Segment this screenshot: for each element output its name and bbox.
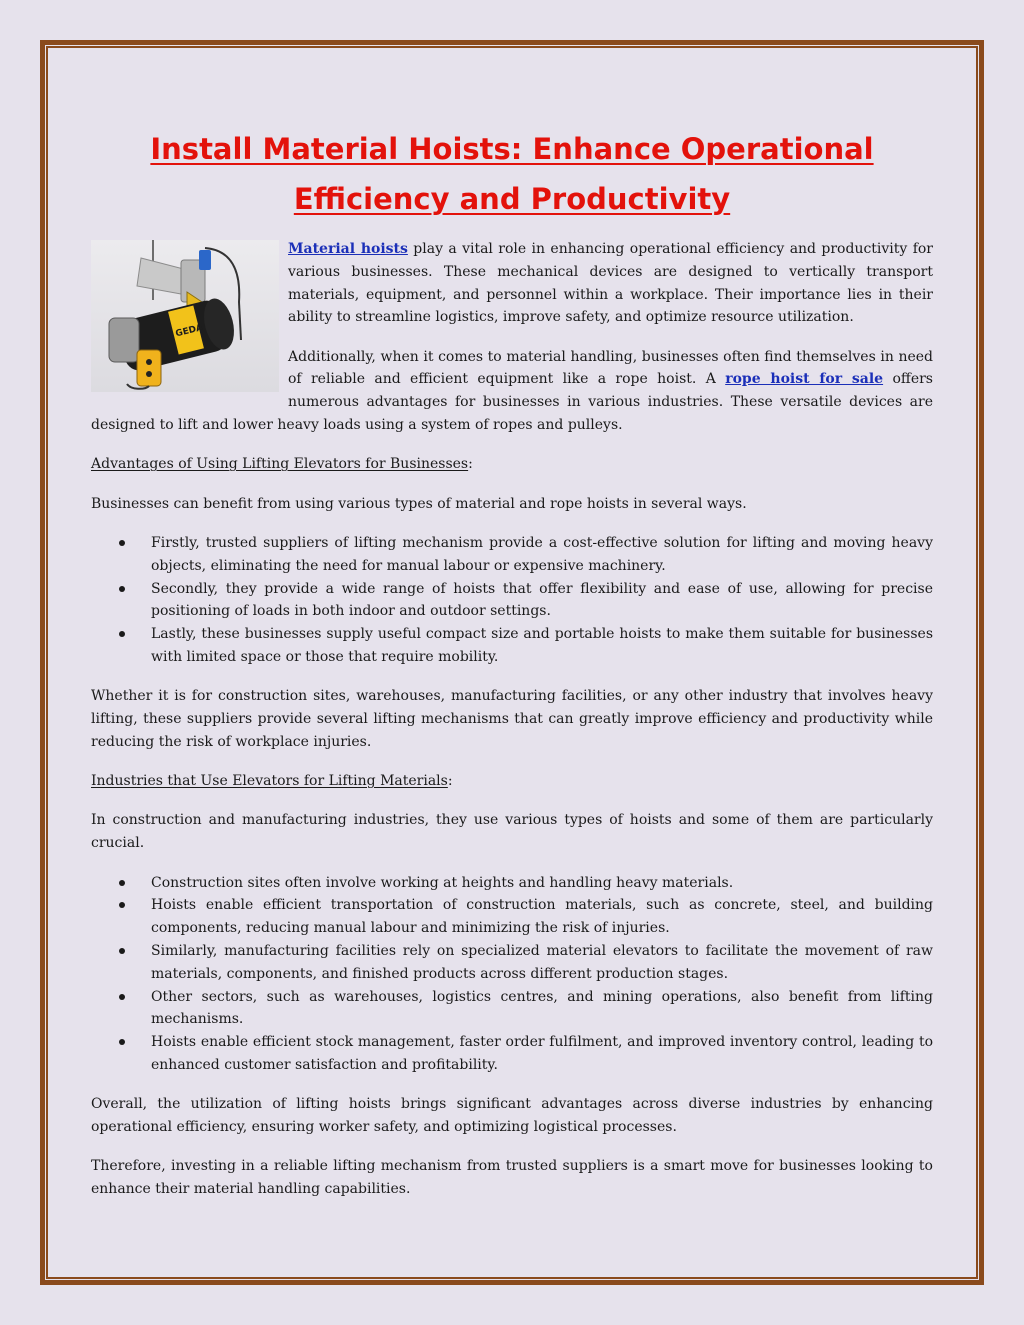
advantages-heading-line bbox=[91, 453, 933, 476]
list-item-text: Lastly, these businesses supply useful compact size and portable hoists to make them suitable for businesses with limited space or those that require mobility. bbox=[151, 626, 933, 665]
conclusion-paragraph-1: Overall, the utilization of lifting hoists brings significant advantages across diverse industries by enhancing operational efficiency, ensuring worker safety, and optimizing logistical processes. bbox=[91, 1096, 933, 1135]
page-title: Install Material Hoists: Enhance Operational Efficiency and Productivity bbox=[150, 132, 874, 216]
list-item bbox=[151, 986, 933, 1032]
list-item bbox=[151, 578, 933, 624]
geda-brand-label: GEDA bbox=[174, 322, 205, 340]
list-item bbox=[151, 894, 933, 940]
list-item-text: Secondly, they provide a wide range of hoists that offer flexibility and ease of use, allowing for precise positioning of loads in both indoor and outdoor settings. bbox=[151, 580, 933, 620]
bullet-icon bbox=[119, 994, 125, 1000]
bullet-icon bbox=[119, 902, 125, 908]
bullet-icon bbox=[119, 948, 125, 954]
list-item-text: Firstly, trusted suppliers of lifting mechanism provide a cost-effective solution for lifting and moving heavy objects, eliminating the need for manual labour or expensive machinery. bbox=[151, 534, 933, 574]
bullet-icon bbox=[119, 880, 125, 886]
list-item-text: Hoists enable efficient stock management, faster order fulfilment, and improved inventory control, leading to enhanced customer satisfaction and profitability. bbox=[151, 1034, 933, 1073]
bullet-icon bbox=[119, 586, 125, 592]
list-item-text: Construction sites often involve working at heights and handling heavy materials. bbox=[151, 874, 734, 891]
material-hoists-link[interactable]: Material hoists bbox=[288, 241, 408, 257]
rope-hoist-image bbox=[91, 240, 279, 392]
advantages-heading: Advantages of Using Lifting Elevators for Businesses bbox=[91, 456, 469, 473]
list-item bbox=[151, 532, 933, 578]
advantages-heading-colon: : bbox=[468, 456, 473, 473]
industries-intro: In construction and manufacturing industries, they use various types of hoists and some of them are particularly crucial. bbox=[91, 812, 933, 852]
rope-hoist-illustration bbox=[91, 240, 279, 392]
advantages-closing: Whether it is for construction sites, warehouses, manufacturing facilities, or any other industry that involves heavy lifting, these suppliers provide several lifting mechanisms that can greatly improve efficiency and productivity while reducing the risk of workplace injuries. bbox=[91, 688, 933, 750]
list-item bbox=[151, 872, 933, 895]
advantages-intro: Businesses can benefit from using various types of material and rope hoists in several ways. bbox=[91, 495, 747, 512]
list-item-text: Hoists enable efficient transportation of construction materials, such as concrete, steel, and building components, reducing manual labour and minimizing the risk of injuries. bbox=[151, 897, 933, 937]
rope-hoist-for-sale-link[interactable]: rope hoist for sale bbox=[725, 371, 884, 388]
article-body bbox=[91, 238, 933, 1217]
conclusion-paragraph-2: Therefore, investing in a reliable lifting mechanism from trusted suppliers is a smart move for businesses looking to enhance their material handling capabilities. bbox=[91, 1158, 933, 1198]
industries-heading-colon: : bbox=[447, 773, 453, 790]
list-item bbox=[151, 1031, 933, 1077]
industries-list bbox=[91, 872, 933, 1077]
list-item bbox=[151, 623, 933, 669]
intro-paragraph-2-start: Additionally, when it comes to material handling, businesses often find themselves in need of reliable and efficient equipment like a rope hoist. A bbox=[288, 348, 933, 388]
list-item-text: Other sectors, such as warehouses, logistics centres, and mining operations, also benefit from lifting mechanisms. bbox=[151, 988, 933, 1028]
industries-heading-line bbox=[91, 770, 933, 793]
industries-heading: Industries that Use Elevators for Lifting Materials bbox=[91, 773, 448, 790]
bullet-icon bbox=[119, 631, 125, 637]
advantages-list bbox=[91, 532, 933, 669]
bullet-icon bbox=[119, 540, 125, 546]
list-item-text: Similarly, manufacturing facilities rely on specialized material elevators to facilitate the movement of raw materials, components, and finished products across different production stages. bbox=[151, 942, 933, 982]
bullet-icon bbox=[119, 1039, 125, 1045]
intro-paragraph-1-text: play a vital role in enhancing operational efficiency and productivity for various businesses. These mechanical devices are designed to vertically transport materials, equipment, and personnel within a workplace. Their importance lies in their ability to streamline logistics, improve safety, and optimize resource utilization. bbox=[288, 241, 933, 326]
list-item bbox=[151, 940, 933, 986]
intro-paragraph-2-end: offers numerous advantages for businesses in various industries. These versatile devices are designed to lift and lower heavy loads using a system of ropes and pulleys. bbox=[91, 371, 933, 434]
